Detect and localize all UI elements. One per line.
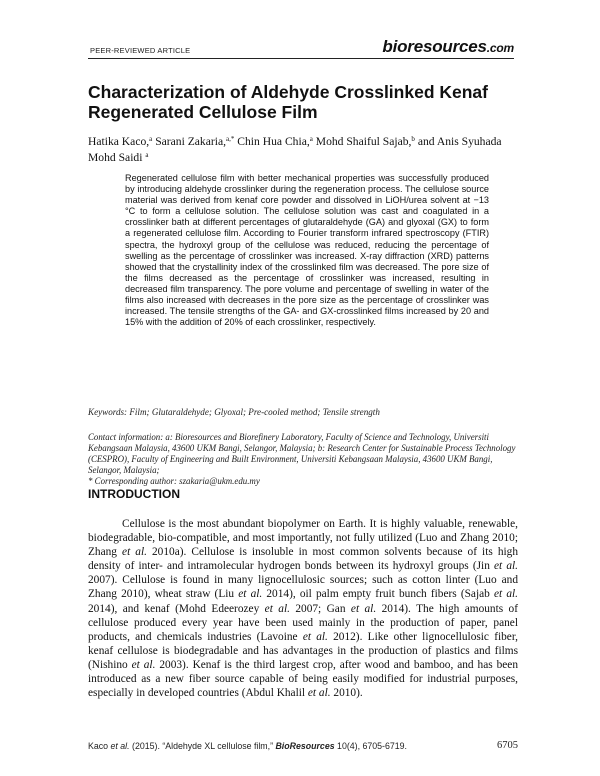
affiliation-mark: a (149, 135, 153, 143)
corresponding-author[interactable]: * Corresponding author: szakaria@ukm.edu.my (88, 476, 260, 487)
affiliations: Contact information: a: Bioresources and Biorefinery Laboratory, Faculty of Science and Technology, Universiti Kebangsaan Malaysia, 43600 UKM Bangi, Selangor, Malaysia; b: Research Center for Sustainable Process Technology (CESPRO), Faculty of Engineering and Built Environment, Universiti Kebangsaan Malaysia, 43600 UKM Bangi, Selangor, Malaysia; (88, 432, 516, 476)
journal-brand[interactable] (382, 37, 514, 57)
et-al: et al. (493, 588, 518, 601)
brand-suffix: .com (486, 41, 514, 55)
page-footer (88, 741, 518, 757)
abstract: Regenerated cellulose film with better mechanical properties was successfully produced by introducing aldehyde crosslinker during the regeneration process. The cellulose source material was derived from kenaf core powder and dissolved in LiOH/urea solvent at −13 °C to form a cellulose solution. The cellulose solution was cast and coagulated in a crosslinker bath at different percentages of glutaraldehyde (GA) and glyoxal (GX) to form a regenerated cellulose film. According to Fourier transform infrared spectroscopy (FTIR) spectra, the hydroxyl group of the cellulose was reduced, reducing the percentage of swelling as the percentage of crosslinker was increased. X-ray diffraction (XRD) patterns showed that the crystallinity index of the crosslinked film was decreased. The pore size of the films decreased as the percentage of crosslinker was increased, resulting in decreased film transparency. The pore volume and percentage of swelling in water of the films also increased with decreases in the pore size as the percentage of crosslinker was increased. The tensile strengths of the GA- and GX-crosslinked films increased by 20 and 15% with the addition of 20% of each crosslinker, respectively. (125, 173, 489, 328)
et-al: et al. (350, 602, 377, 615)
et-al: et al. (238, 588, 263, 601)
et-al: et al. (494, 560, 518, 573)
introduction-paragraph: Cellulose is the most abundant biopolymer on Earth. It is highly valuable, renewable, biodegradable, bio-compatible, and most importantly, not fully utilized (Luo and Zhang 2010; Zhang et al. 2010a). Cellulose is insoluble in most common solvents because of its high density of inter- and intramolecular hydrogen bonds between its hydroxyl groups (Jin et al. 2007). Cellulose is found in many lignocellulosic sources; such as cotton linter (Luo and Zhang 2010), wheat straw (Liu et al. 2014), oil palm empty fruit bunch fibers (Sajab et al. 2014), and kenaf (Mohd Edeerozey et al. 2007; Gan et al. 2014). The high amounts of cellulose produced every year have been used mainly in the production of paper, panel products, and chemicals industries (Lavoine et al. 2012). Like other lignocellulosic fiber, kenaf cellulose is biodegradable and has advantages in the production of plastics and films (Nishino et al. 2003). Kenaf is the third largest crop, after wood and bamboo, and has been introduced as a new fiber source capable of being easily modified for industrial purposes, especially in developed countries (Abdul Khalil et al. 2010). (88, 518, 519, 700)
affiliation-mark: a (145, 150, 149, 159)
page-number: 6705 (497, 740, 518, 751)
author-name: and Anis Syuhada Mohd Saidi (88, 135, 502, 164)
et-al: et al. (131, 658, 156, 671)
affiliation-mark: a,* (226, 135, 235, 143)
keywords: Keywords: Film; Glutaraldehyde; Glyoxal; Pre-cooled method; Tensile strength (88, 407, 380, 417)
footer-citation: Kaco et al. (2015). “Aldehyde XL cellulose film,” BioResources 10(4), 6705-6719. (88, 741, 407, 751)
contact-information (88, 432, 520, 487)
section-heading-introduction: INTRODUCTION (88, 487, 180, 501)
author-list (88, 134, 518, 165)
et-al: et al. (307, 687, 331, 700)
affiliation-mark: a (309, 135, 313, 143)
brand-main: bioresources (382, 37, 487, 56)
author-name: Hatika Kaco, (88, 135, 150, 148)
author-name: Sarani Zakaria, (155, 135, 227, 148)
et-al: et al. (264, 602, 290, 615)
article-title: Characterization of Aldehyde Crosslinked Kenaf Regenerated Cellulose Film (88, 82, 488, 122)
et-al: et al. (302, 630, 328, 643)
article-type-label: PEER-REVIEWED ARTICLE (90, 46, 191, 55)
affiliation-mark: b (411, 135, 415, 143)
author-name: Mohd Shaiful Sajab, (315, 135, 412, 148)
et-al: et al. (122, 546, 147, 559)
journal-name: BioResources (275, 741, 335, 751)
author-name: Chin Hua Chia, (237, 135, 310, 148)
running-header (88, 34, 514, 59)
